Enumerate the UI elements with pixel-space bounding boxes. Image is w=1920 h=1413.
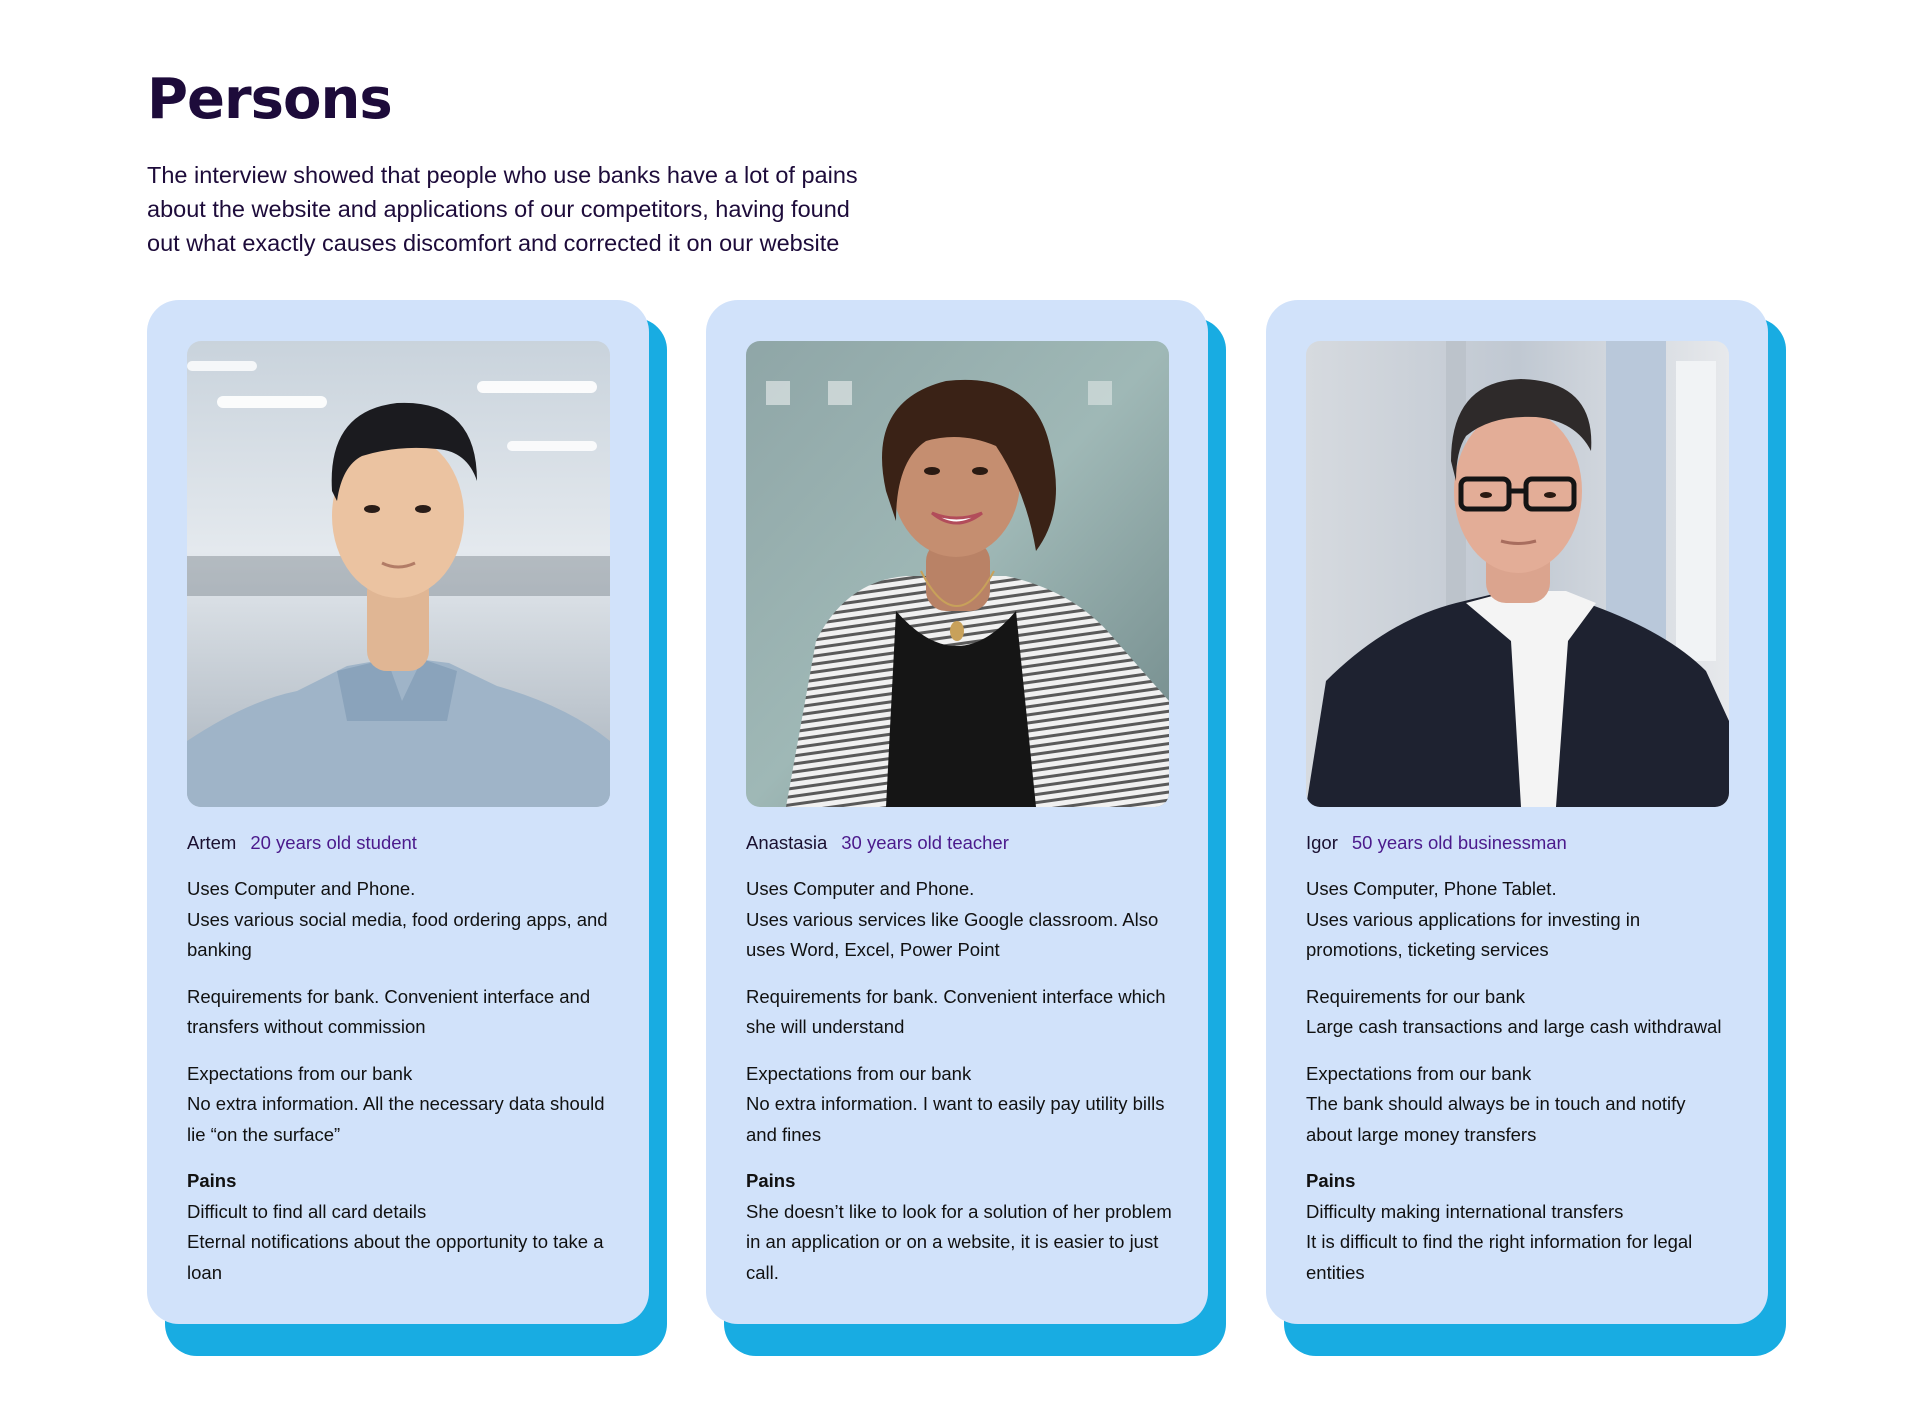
persona-role: 20 years old student: [250, 832, 417, 853]
pain-item: Difficult to find all card details: [187, 1200, 427, 1222]
pain-item: Eternal notifications about the opportunity to take a loan: [187, 1231, 604, 1283]
pain-item: It is difficult to find the right information for legal entities: [1306, 1231, 1693, 1283]
pains-title: Pains: [187, 1170, 237, 1191]
persona-role: 50 years old businessman: [1351, 832, 1567, 853]
persona-card-artem: [147, 300, 649, 1338]
pain-item: She doesn’t like to look for a solution of her problem in an application or on a website, it is easier to just call.: [746, 1200, 1172, 1283]
expectations-title: Expectations from our bank: [187, 1062, 413, 1084]
expectations-text: No extra information. I want to easily pay utility bills and fines: [746, 1093, 1165, 1145]
usage-text: Uses various services like Google classroom. Also uses Word, Excel, Power Point: [746, 908, 1159, 960]
usage-text: Uses various social media, food ordering apps, and banking: [187, 908, 608, 960]
persona-card-igor: [1266, 300, 1768, 1338]
pain-item: Difficulty making international transfers: [1306, 1200, 1624, 1222]
card-body: [706, 300, 1208, 1324]
expectations-title: Expectations from our bank: [746, 1062, 972, 1084]
devices-text: Uses Computer and Phone.: [746, 878, 975, 899]
persona-photo-artem: [187, 341, 610, 807]
persona-name: Igor: [1306, 832, 1338, 853]
expectations-title: Expectations from our bank: [1306, 1062, 1532, 1084]
persona-details: [187, 874, 617, 1304]
pains-title: Pains: [1306, 1170, 1356, 1191]
card-body: [1266, 300, 1768, 1324]
card-body: [147, 300, 649, 1324]
expectations-text: The bank should always be in touch and notify about large money transfers: [1306, 1093, 1686, 1145]
persona-details: [746, 874, 1176, 1304]
persona-name: Anastasia: [746, 832, 828, 853]
devices-text: Uses Computer and Phone.: [187, 878, 416, 899]
usage-text: Uses various applications for investing in promotions, ticketing services: [1306, 908, 1641, 960]
expectations-text: No extra information. All the necessary data should lie “on the surface”: [187, 1093, 605, 1145]
page-title: Persons: [147, 67, 392, 132]
pains-title: Pains: [746, 1170, 796, 1191]
persona-details: [1306, 874, 1736, 1304]
requirements-title: Requirements for our bank: [1306, 985, 1526, 1007]
devices-text: Uses Computer, Phone Tablet.: [1306, 878, 1557, 899]
persona-photo-anastasia: [746, 341, 1169, 807]
intro-text: The interview showed that people who use banks have a lot of pains about the website and applications of our competitors, having found out what exactly causes discomfort and corrected it on our website: [147, 162, 858, 256]
requirements-text: Requirements for bank. Convenient interface and transfers without commission: [187, 985, 591, 1037]
persona-role: 30 years old teacher: [841, 832, 1009, 853]
requirements-text: Large cash transactions and large cash withdrawal: [1306, 1016, 1722, 1037]
persona-name: Artem: [187, 832, 237, 853]
persona-photo-igor: [1306, 341, 1729, 807]
requirements-text: Requirements for bank. Convenient interface which she will understand: [746, 985, 1166, 1037]
persona-card-anastasia: [706, 300, 1208, 1338]
